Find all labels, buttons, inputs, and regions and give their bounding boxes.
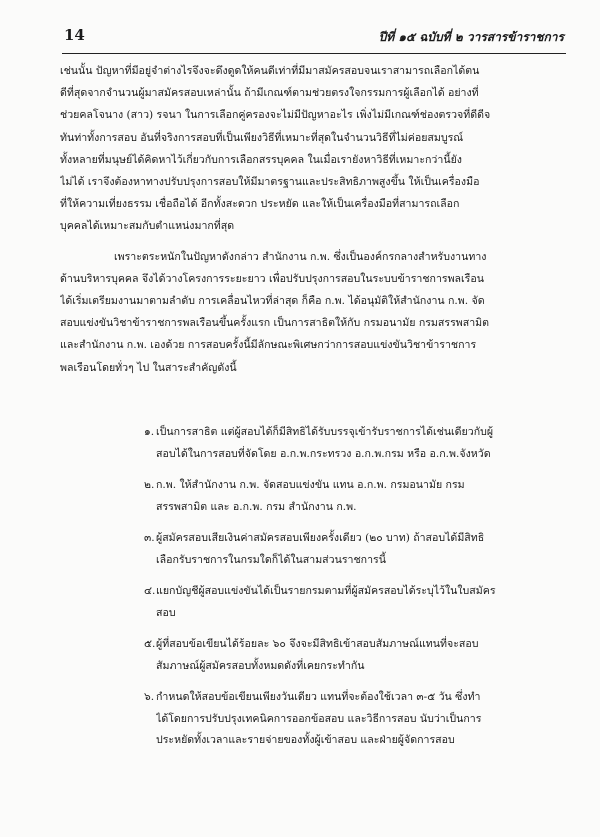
header-divider (62, 53, 566, 54)
text-line: สรรพสามิต และ อ.ก.พ. กรม สำนักงาน ก.พ. (156, 500, 357, 513)
list-item-number: ๓. (144, 532, 155, 544)
text-line: พลเรือนโดยทั่วๆ ไป ในสาระสำคัญดังนี้ (60, 361, 237, 374)
text-line: เพราะตระหนักในปัญหาดังกล่าว สำนักงาน ก.พ. ซึ่งเป็นองค์กรกลางสำหรับงานทาง (114, 250, 487, 263)
text-line: ไม่ได้ เราจึงต้องหาทางปรับปรุงการสอบให้มีมาตรฐานและประสิทธิภาพสูงขึ้น ให้เป็นเครื่องมือ (60, 176, 480, 189)
text-line: บุคคลได้เหมาะสมกับตำแหน่งมากที่สุด (60, 220, 235, 233)
list-item (60, 581, 566, 624)
list-item-number: ๔. (144, 585, 156, 597)
list-item (60, 528, 566, 571)
text-line: ทั้งหลายที่มนุษย์ได้คิดหาไว้เกี่ยวกับการเลือกสรรบุคคล ในเมื่อเรายังหาวิธีที่เหมาะกว่านี้ยัง (60, 153, 462, 166)
numbered-list (60, 422, 566, 762)
list-item (60, 687, 566, 752)
text-line: เป็นการสาธิต แต่ผู้สอบได้ก็มีสิทธิได้รับบรรจุเข้ารับราชการได้เช่นเดียวกับผู้ (156, 426, 494, 438)
paragraph-1 (60, 60, 564, 238)
text-line: ก.พ. ให้สำนักงาน ก.พ. จัดสอบแข่งขัน แทน อ.ก.พ. กรมอนามัย กรม (156, 479, 465, 491)
paragraph-2 (60, 246, 564, 379)
text-line: ช่วยคลโจนาง (สาว) รจนา ในการเลือกคู่ครองจะไม่มีปัญหาอะไร เพิ่งไม่มีเกณฑ์ช่องตรวจที่ดีดีจ (60, 109, 491, 122)
page-number: 14 (64, 26, 85, 44)
text-line: ทันท่าทั้งการสอบ อันที่จริงการสอบที่เป็นเพียงวิธีที่เหมาะที่สุดในจำนวนวิธีที่ไม่ค่อยสมบูรณ์ (60, 131, 464, 144)
list-item (60, 475, 566, 518)
list-item-number: ๖. (144, 691, 155, 703)
text-line: สอบได้ในการสอบที่จัดโดย อ.ก.พ.กระทรวง อ.ก.พ.กรม หรือ อ.ก.พ.จังหวัด (156, 447, 491, 460)
page-header (64, 26, 564, 48)
text-line: เช่นนั้น ปัญหาที่มีอยู่จำต่างไรจึงจะดึงดูดให้คนดีเท่าที่มีมาสมัครสอบจนเราสามารถเลือกได้ตน (60, 65, 480, 77)
list-item-number: ๕. (144, 638, 156, 650)
text-line: และสำนักงาน ก.พ. เองด้วย การสอบครั้งนี้มีลักษณะพิเศษกว่าการสอบแข่งขันวิชาข้าราชการ (60, 339, 477, 352)
list-item (60, 634, 566, 677)
body-text (60, 60, 564, 379)
text-line: สอบ (156, 606, 176, 619)
text-line: ได้เริ่มเตรียมงานมาตามลำดับ การเคลื่อนไหวที่ล่าสุด ก็คือ ก.พ. ได้อนุมัติให้สำนักงาน ก.พ. จัด (60, 295, 485, 308)
text-line: ผู้สมัครสอบเสียเงินค่าสมัครสอบเพียงครั้งเดียว (๒๐ บาท) ถ้าสอบได้มีสิทธิ (156, 532, 485, 544)
text-line: ดีที่สุดจากจำนวนผู้มาสมัครสอบเหล่านั้น ถ้ามีเกณฑ์ตามช่วยตรงใจกรรมการผู้เลือกได้ อย่างที่ (60, 87, 479, 100)
text-line: ผู้ที่สอบข้อเขียนได้ร้อยละ ๖๐ จึงจะมีสิทธิเข้าสอบสัมภาษณ์แทนที่จะสอบ (156, 638, 479, 650)
text-line: ได้โดยการปรับปรุงเทคนิคการออกข้อสอบ และวิธีการสอบ นับว่าเป็นการ (156, 712, 482, 725)
text-line: เลือกรับราชการในกรมใดก็ได้ในสามส่วนราชการนี้ (156, 553, 386, 566)
running-title: ปีที่ ๑๕ ฉบับที่ ๒ วารสารข้าราชการ (378, 30, 564, 44)
text-line: ที่ให้ความเที่ยงธรรม เชื่อถือได้ อีกทั้งสะดวก ประหยัด และให้เป็นเครื่องมือที่สามารถเลือก (60, 198, 460, 211)
list-item-number: ๒. (144, 479, 155, 491)
text-line: ประหยัดทั้งเวลาและรายจ่ายของทั้งผู้เข้าสอบ และฝ่ายผู้จัดการสอบ (156, 734, 455, 746)
text-line: กำหนดให้สอบข้อเขียนเพียงวันเดียว แทนที่จะต้องใช้เวลา ๓-๕ วัน ซึ่งทำ (156, 691, 481, 703)
text-line: แยกบัญชีผู้สอบแข่งขันได้เป็นรายกรมตามที่ผู้สมัครสอบได้ระบุไว้ในใบสมัคร (156, 585, 496, 597)
text-line: สอบแข่งขันวิชาข้าราชการพลเรือนขึ้นครั้งแรก เป็นการสาธิตให้กับ กรมอนามัย กรมสรรพสามิต (60, 317, 490, 330)
list-item (60, 422, 566, 465)
list-item-number: ๑. (144, 426, 155, 438)
text-line: ด้านบริหารบุคคล จึงได้วางโครงการระยะยาว เพื่อปรับปรุงการสอบในระบบข้าราชการพลเรือน (60, 272, 484, 285)
text-line: สัมภาษณ์ผู้สมัครสอบทั้งหมดดังที่เคยกระทำกัน (156, 659, 365, 672)
